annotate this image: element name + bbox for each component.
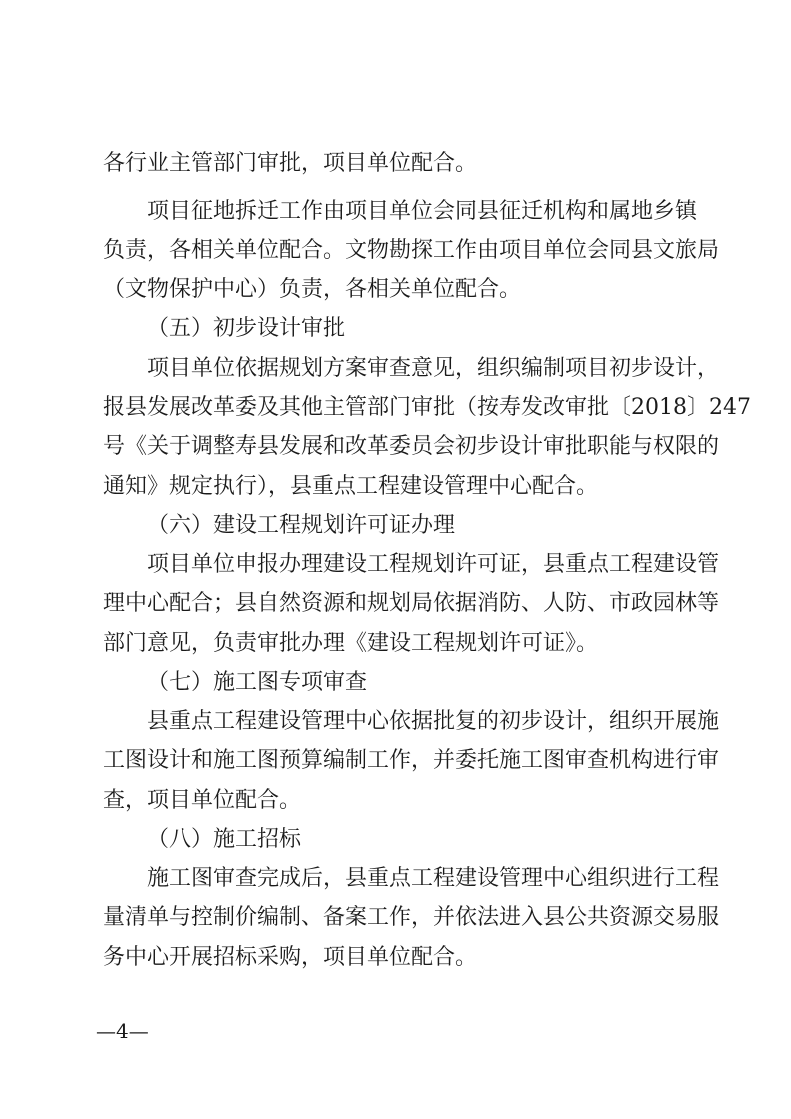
paragraph-line: 查，项目单位配合。 <box>103 788 302 813</box>
paragraph-line: 项目征地拆迁工作由项目单位会同县征迁机构和属地乡镇 <box>147 199 698 224</box>
paragraph-line: 负责，各相关单位配合。文物勘探工作由项目单位会同县文旅局 <box>103 238 720 263</box>
paragraph-line: 通知》规定执行），县重点工程建设管理中心配合。 <box>103 474 599 499</box>
section-heading: （五）初步设计审批 <box>147 316 346 341</box>
page-number: —4— <box>96 1019 149 1043</box>
paragraph-line: 理中心配合；县自然资源和规划局依据消防、人防、市政园林等 <box>103 591 720 616</box>
paragraph-line: 量清单与控制价编制、备案工作，并依法进入县公共资源交易服 <box>103 905 720 930</box>
paragraph-line: 务中心开展招标采购，项目单位配合。 <box>103 945 478 970</box>
paragraph-line: （文物保护中心）负责，各相关单位配合。 <box>103 277 522 302</box>
section-heading: （七）施工图专项审查 <box>147 670 368 695</box>
paragraph-line: 部门意见，负责审批办理《建设工程规划许可证》。 <box>103 631 599 656</box>
paragraph-line: 报县发展改革委及其他主管部门审批（按寿发改审批〔2018〕247 <box>103 395 751 420</box>
section-heading: （六）建设工程规划许可证办理 <box>147 513 456 538</box>
section-heading: （八）施工招标 <box>147 827 302 852</box>
paragraph-line: 各行业主管部门审批，项目单位配合。 <box>103 151 478 176</box>
paragraph-line: 县重点工程建设管理中心依据批复的初步设计，组织开展施 <box>147 709 720 734</box>
paragraph-line: 项目单位依据规划方案审查意见，组织编制项目初步设计， <box>147 356 720 381</box>
paragraph-line: 号《关于调整寿县发展和改革委员会初步设计审批职能与权限的 <box>103 434 720 459</box>
paragraph-line: 项目单位申报办理建设工程规划许可证，县重点工程建设管 <box>147 552 720 577</box>
paragraph-line: 工图设计和施工图预算编制工作，并委托施工图审查机构进行审 <box>103 748 720 773</box>
paragraph-line: 施工图审查完成后，县重点工程建设管理中心组织进行工程 <box>147 866 720 891</box>
